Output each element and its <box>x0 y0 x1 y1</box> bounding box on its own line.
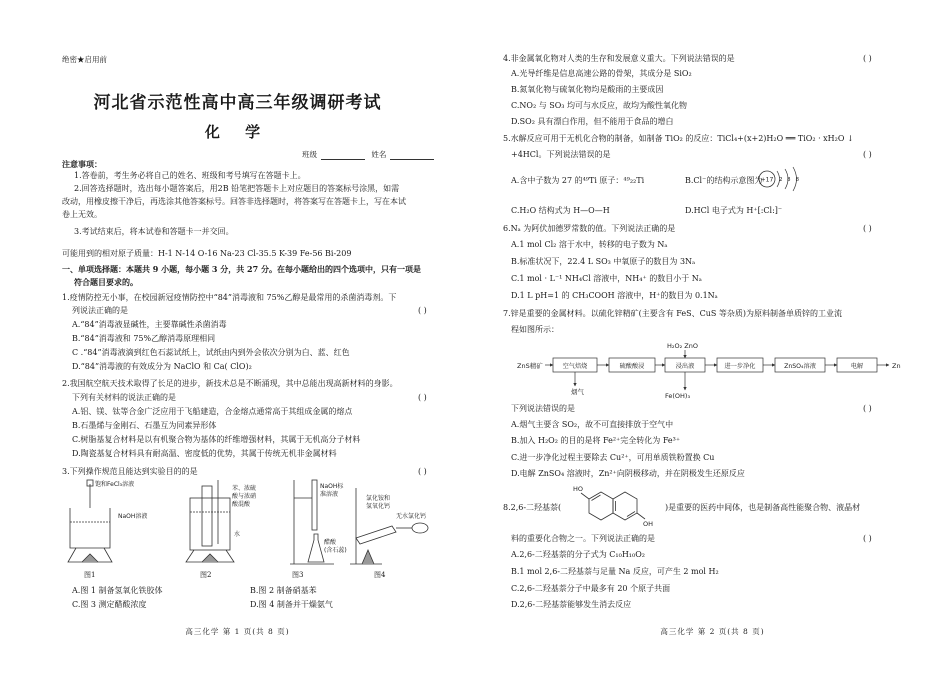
q5-option-d: D.HCl 电子式为 H⁺[:Cl:]⁻ <box>685 206 783 215</box>
cl-nucleus-charge: +17 <box>760 176 774 184</box>
notice-item: 改动，用橡皮擦干净后，再选涂其他答案标号。回答非选择题时，将答案写在答题卡上，写在本试 <box>62 197 406 206</box>
fig2-reagent-line: 酸与浓硝 <box>232 493 257 500</box>
flow-step-label: 空气焙烧 <box>562 363 588 370</box>
q2-option-b: B.石墨烯与金刚石、石墨互为同素异形体 <box>72 421 217 430</box>
q2-stem: 2.我国航空航天技术取得了长足的进步，新技术总是不断涌现，其中总能出现高新材料的身影。 <box>62 379 398 388</box>
q3-stem: 3.下列操作规范且能达到实验目的的是 <box>62 467 198 476</box>
q6-option-c: C.1 mol · L⁻¹ NH₄Cl 溶液中，NH₄⁺ 的数目小于 Nₐ <box>511 274 702 283</box>
q7-option-b: B.加入 H₂O₂ 的目的是将 Fe²⁺完全转化为 Fe³⁺ <box>511 436 681 445</box>
notice-title: 注意事项： <box>62 159 102 169</box>
q4-option-b: B.氮氧化物与硫氧化物均是酸雨的主要成因 <box>511 85 664 94</box>
fig4-reagent-line: 氢氧化钙 <box>366 503 391 510</box>
fig2-apparatus <box>186 480 234 562</box>
page-footer: 高三化学 第 1 页(共 8 页) <box>185 627 290 636</box>
q1-option-d: D.“84”消毒液的有效成分为 NaClO 和 Ca( ClO)₂ <box>72 362 252 371</box>
q5-option-a: A.含中子数为 27 的⁴⁹Ti 原子：⁴⁹₂₂Ti <box>511 176 645 185</box>
zinc-process-flowchart <box>515 338 915 400</box>
q7-stem-cont: 程如图所示： <box>511 325 559 334</box>
cl-shell-electrons: 8 <box>787 177 791 183</box>
cl-shell-electrons: 8 <box>795 177 799 183</box>
name-blank <box>390 152 434 160</box>
name-label: 姓名 <box>371 150 387 159</box>
q6-stem: 6.Nₐ 为阿伏加德罗常数的值。下列说法正确的是 <box>503 224 676 233</box>
q7-option-c: C.进一步净化过程主要除去 Cu²⁺，可用单质铁粉置换 Cu <box>511 453 715 462</box>
fig4-reagent-line: 氯化铵和 <box>366 495 391 502</box>
q4-option-a: A.光导纤维是信息高速公路的骨架，其成分是 SiO₂ <box>511 69 692 78</box>
flow-step-label: ZnSO₄溶液 <box>784 363 816 370</box>
q8-answer-bracket: ( ) <box>863 534 872 543</box>
q1-option-b: B.“84”消毒液和 75%乙醇消毒原理相同 <box>72 334 216 343</box>
class-label: 班级 <box>302 150 317 159</box>
flow-precipitate-label: Fe(OH)₃ <box>665 392 691 400</box>
fig1-label: 图1 <box>84 571 96 579</box>
q6-option-b: B.标准状况下，22.4 L SO₃ 中氧原子的数目为 3Nₐ <box>511 257 696 266</box>
exam-title: 河北省示范性高中高三年级调研考试 <box>93 93 382 113</box>
flow-input-label: ZnS精矿 <box>517 362 543 370</box>
q8-option-d: D.2,6-二羟基萘能够发生消去反应 <box>511 600 632 609</box>
q3-option-c: C.图 3 测定醋酸浓度 <box>72 600 147 609</box>
q4-option-c: C.NO₂ 与 SO₃ 均可与水反应，故均为酸性氧化物 <box>511 101 688 110</box>
q4-option-d: D.SO₂ 具有漂白作用，但不能用于食品的增白 <box>511 117 674 126</box>
notice-item: 卷上无效。 <box>62 210 102 219</box>
q8-option-b: B.1 mol 2,6-二羟基萘与足量 Na 反应，可产生 2 mol H₂ <box>511 567 719 576</box>
q2-option-d: D.陶瓷基复合材料具有耐高温、密度低的优势，其属于传统无机非金属材料 <box>72 449 337 458</box>
flow-step-label: 进一步净化 <box>724 363 756 370</box>
exam-page-2 <box>475 0 950 673</box>
q2-answer-bracket: ( ) <box>418 393 427 402</box>
atomic-masses: 可能用到的相对原子质量：H-1 N-14 O-16 Na-23 Cl-35.5 K-39 Fe-56 Bi-209 <box>62 249 352 258</box>
oh-group-top: HO <box>573 485 584 493</box>
q2-option-c: C.树脂基复合材料是以有机聚合物为基体的纤维增强材料，其属于无机高分子材料 <box>72 435 361 444</box>
oh-group-bottom: OH <box>643 520 654 528</box>
cl-shell-electrons: 2 <box>779 177 783 183</box>
q8-stem-post: )是重要的医药中间体，也是制备高性能聚合物、液晶材 <box>665 503 861 512</box>
q7-stem: 7.锌是重要的金属材料。以硫化锌精矿(主要含有 FeS、CuS 等杂质)为原料制备单质锌的工业流 <box>503 309 843 318</box>
q5-stem: 5.水解反应可用于无机化合物的制备，如制备 TiO₂ 的反应：TiCl₄+(x+2)H₂O ══ TiO₂ · xH₂O ↓ <box>503 134 854 143</box>
flow-gas-label: 烟气 <box>571 388 584 396</box>
notice-item: 1.答卷前，考生务必将自己的姓名、班级和考号填写在答题卡上。 <box>74 171 306 180</box>
q8-stem-pre: 8.2,6-二羟基萘( <box>503 503 562 512</box>
q1-answer-bracket: ( ) <box>418 306 427 315</box>
q3-option-a: A.图 1 制备氢氧化铁胶体 <box>72 586 163 595</box>
confidential-label: 绝密★启用前 <box>62 55 107 64</box>
q7-option-d: D.电解 ZnSO₄ 溶液时，Zn²⁺向阴极移动，并在阴极发生还原反应 <box>511 469 745 478</box>
q7-sub-stem: 下列说法错误的是 <box>511 404 575 413</box>
fig4-label: 图4 <box>374 571 386 579</box>
q3-answer-bracket: ( ) <box>418 467 427 476</box>
fig1-apparatus <box>68 480 112 562</box>
q2-stem-cont: 下列有关材料的说法正确的是 <box>72 393 176 402</box>
flow-step-label: 电解 <box>850 363 864 370</box>
q5-answer-bracket: ( ) <box>863 150 872 159</box>
q1-option-a: A.“84”消毒液显碱性，主要靠碱性杀菌消毒 <box>72 320 227 329</box>
fig1-reagent-label: 饱和FeCl₃溶液 <box>95 481 135 488</box>
fig3-flask-line: 醋酸 <box>324 539 337 546</box>
subject-title: 化 学 <box>204 123 271 141</box>
fig3-flask-line: (含石蕊) <box>324 547 347 554</box>
flow-added-reagents: H₂O₂ ZnO <box>667 342 698 350</box>
q3-option-d: D.图 4 制备并干燥氨气 <box>250 600 333 609</box>
section-heading: 一、单项选择题：本题共 9 小题，每小题 3 分，共 27 分。在每小题给出的四个选项中，只有一项是 <box>62 264 421 274</box>
notice-item: 2.回答选择题时，选出每小题答案后，用2B 铅笔把答题卡上对应题目的答案标号涂黑，如需 <box>74 184 400 193</box>
class-blank <box>321 152 365 160</box>
notice-item: 3.考试结束后，将本试卷和答题卡一并交回。 <box>74 227 234 236</box>
q3-option-b: B.图 2 制备硝基苯 <box>250 586 317 595</box>
q7-option-a: A.烟气主要含 SO₂，故不可直接排放于空气中 <box>511 420 674 429</box>
q8-option-a: A.2,6-二羟基萘的分子式为 C₁₀H₁₀O₂ <box>511 550 645 559</box>
chloride-ion-structure-diagram <box>757 166 807 192</box>
q4-stem: 4.非金属氧化物对人类的生存和发展意义重大。下列说法错误的是 <box>503 54 735 63</box>
flow-step-label: 浸出液 <box>675 363 695 370</box>
fig3-label: 图3 <box>292 571 304 579</box>
q5-option-c: C.H₂O 结构式为 H—O—H <box>511 206 610 215</box>
q7-answer-bracket: ( ) <box>863 404 872 413</box>
q5-stem-cont: +4HCl。下列说法错误的是 <box>511 150 611 159</box>
fig3-reagent-line: NaOH标 <box>320 483 344 490</box>
q1-option-c: C .“84”消毒液滴到红色石蕊试纸上，试纸由内到外会依次分别为白、蓝、红色 <box>72 348 350 357</box>
q8-option-c: C.2,6-二羟基萘分子中最多有 20 个原子共面 <box>511 584 671 593</box>
q6-answer-bracket: ( ) <box>863 224 872 233</box>
q1-stem: 1.疫情防控无小事，在校园新冠疫情防控中“84”消毒液和 75%乙醇是最常用的杀菌消毒剂。下 <box>62 293 397 302</box>
class-name-line <box>302 149 438 160</box>
q5-option-b: B.Cl⁻的结构示意图为 <box>685 176 763 185</box>
q4-answer-bracket: ( ) <box>863 54 872 63</box>
dihydroxynaphthalene-structure <box>571 482 661 528</box>
fig2-label: 图2 <box>200 571 212 579</box>
fig1-solution-label: NaOH溶液 <box>118 513 148 520</box>
section-heading-cont: 符合题目要求的。 <box>74 277 138 287</box>
fig3-reagent-line: 准溶液 <box>320 491 339 498</box>
fig2-reagent-line: 苯、浓硫 <box>232 485 257 492</box>
q6-option-a: A.1 mol Cl₂ 溶于水中，转移的电子数为 Nₐ <box>511 240 668 249</box>
q3-experiment-figures <box>62 478 442 570</box>
q8-stem-cont: 料的重要化合物之一。下列说法正确的是 <box>511 534 655 543</box>
flow-step-label: 硫酸酸浸 <box>619 363 645 370</box>
fig2-reagent-line: 酸混酸 <box>232 501 251 508</box>
q2-option-a: A.铝、镁、钛等合金广泛应用于飞船建造，合金熔点通常高于其组成金属的熔点 <box>72 407 353 416</box>
fig4-tube-label: 无水氯化钙 <box>396 513 427 520</box>
fig2-water-label: 水 <box>234 531 241 538</box>
q1-stem-cont: 列说法正确的是 <box>72 306 128 315</box>
q6-option-d: D.1 L pH=1 的 CH₃COOH 溶液中，H⁺的数目为 0.1Nₐ <box>511 291 718 300</box>
page-footer: 高三化学 第 2 页(共 8 页) <box>660 627 765 636</box>
flow-output-label: Zn <box>892 362 901 370</box>
